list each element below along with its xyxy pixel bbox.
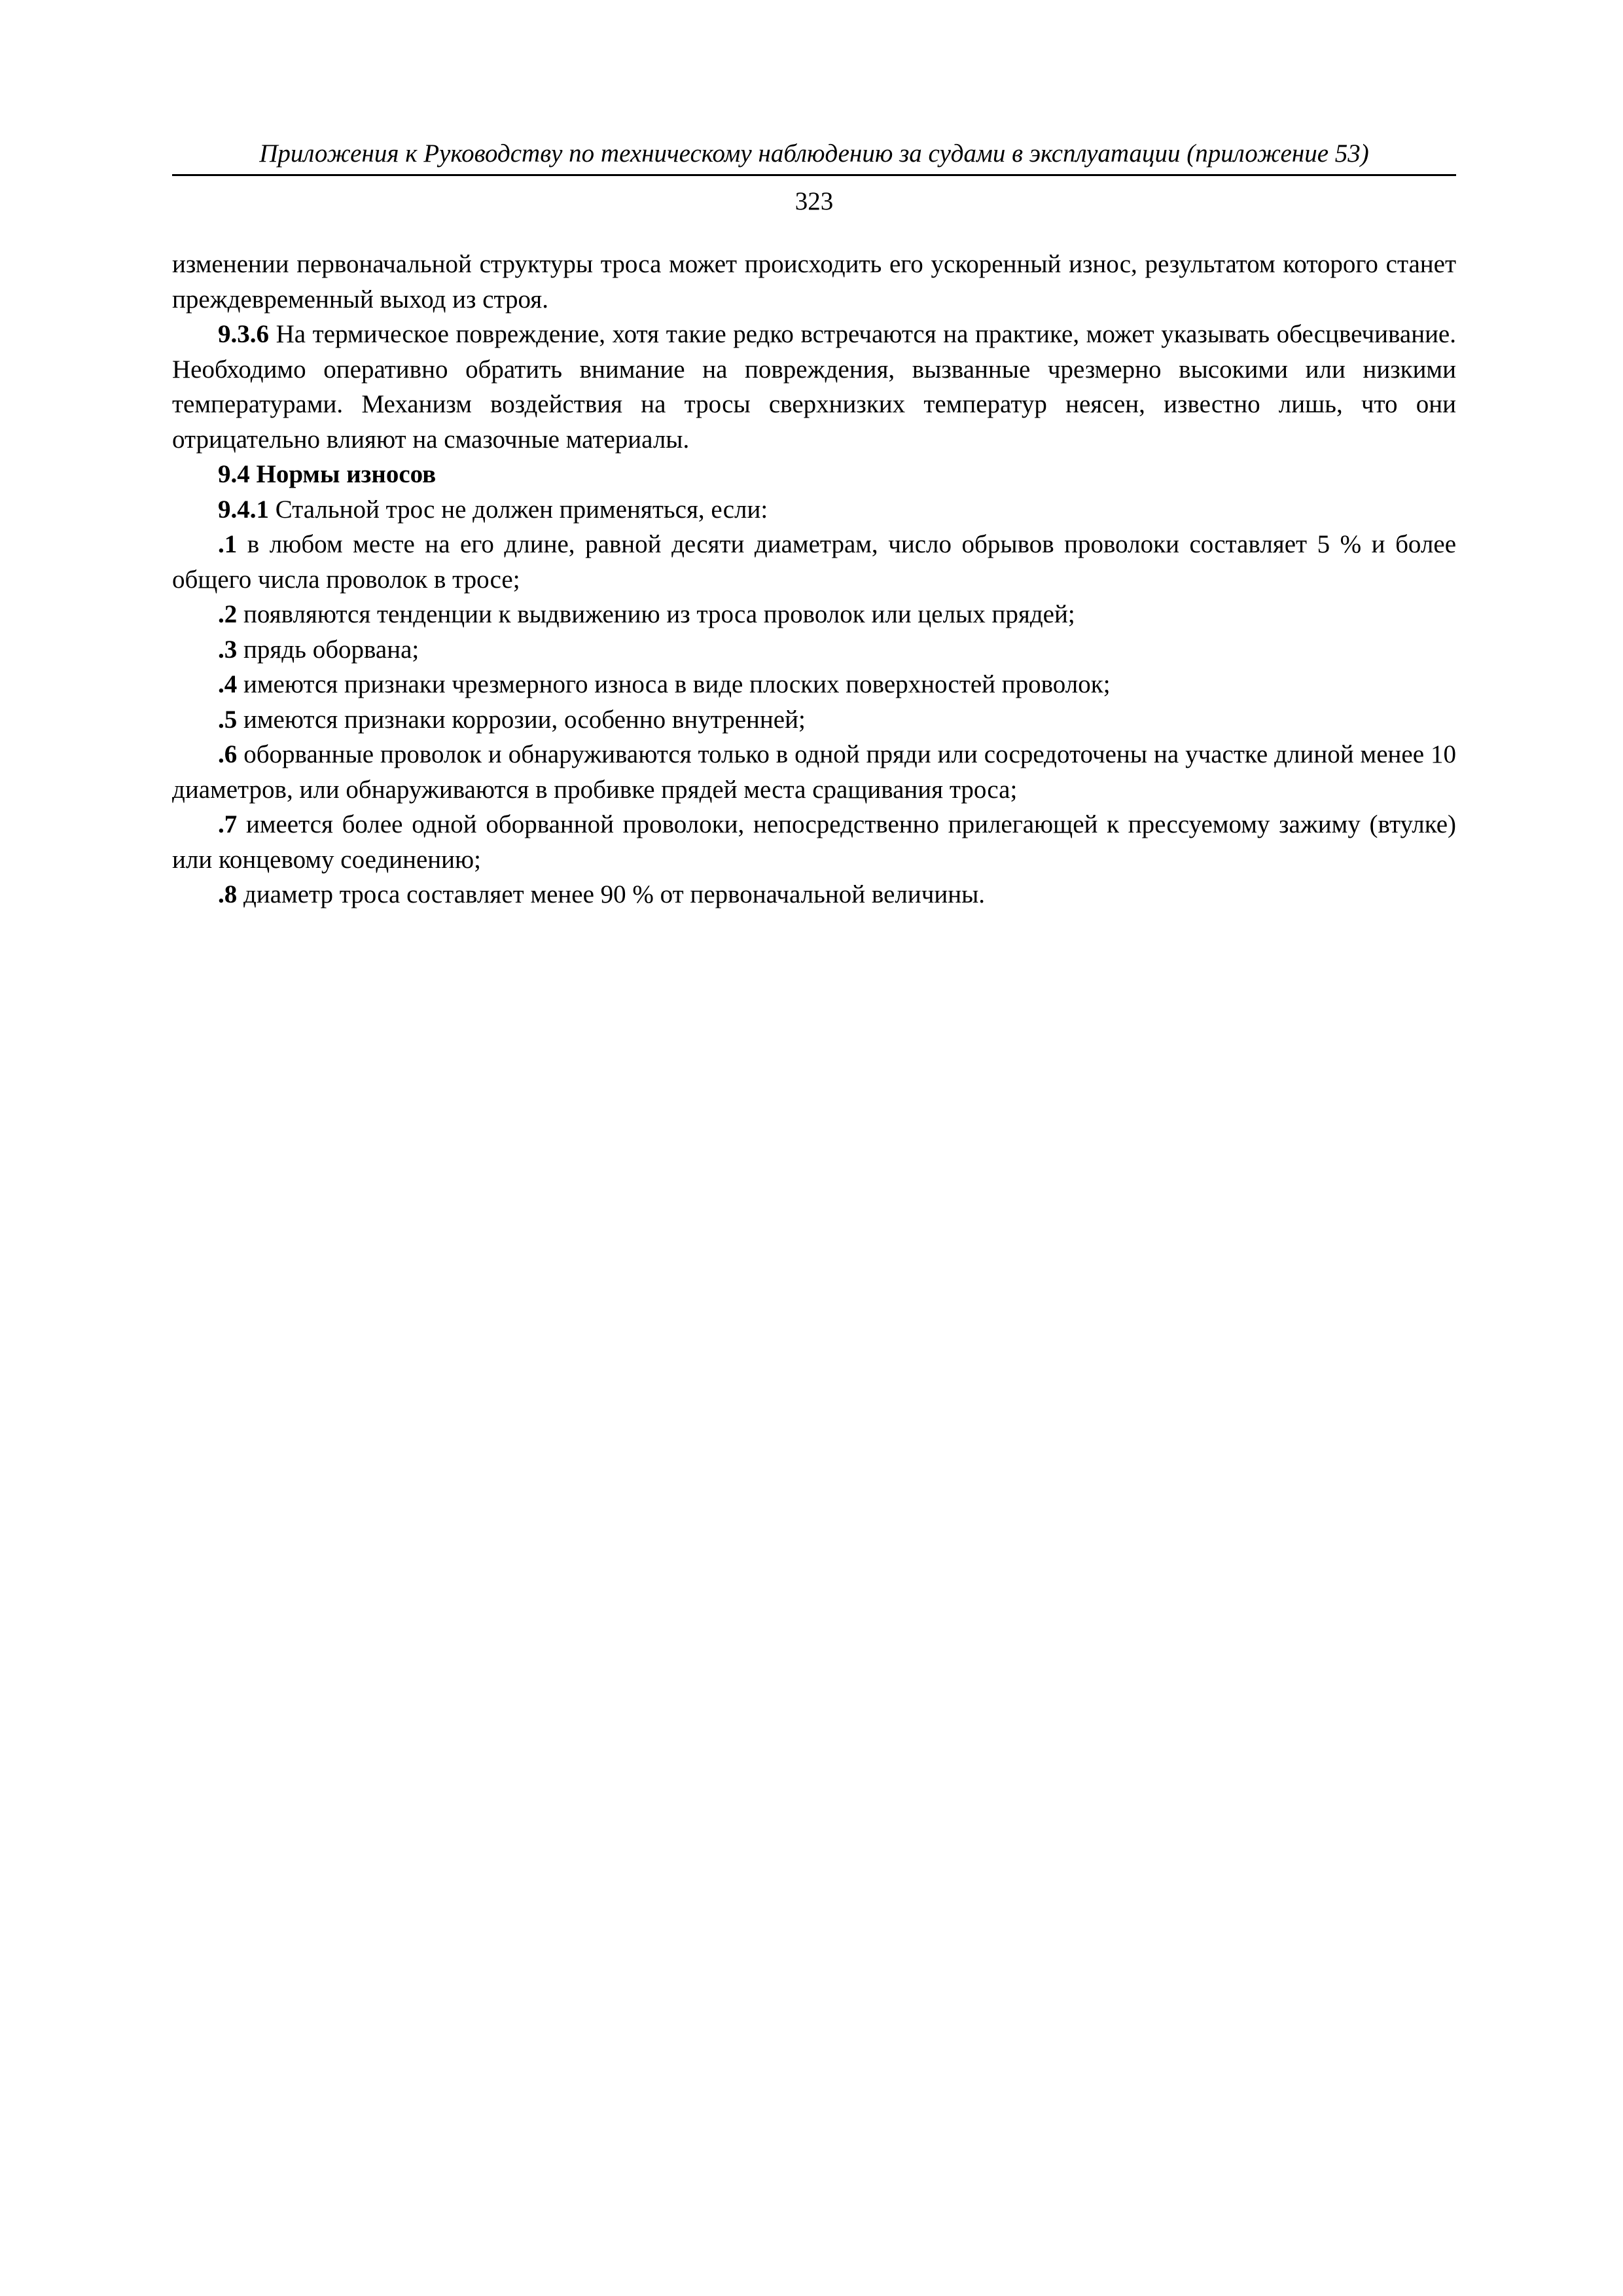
item-number: .4 xyxy=(218,670,238,698)
item-number: .5 xyxy=(218,705,238,734)
item-number: .8 xyxy=(218,880,238,908)
paragraph-text: На термическое повреждение, хотя такие редко встречаются на практике, может указывать обесцвечивание. Необходимо оперативно обратить внимание на повреждения, вызванные чрезмерно высокими или низкими температурами. Механизм воздействия на тросы сверхнизких температур неясен, известно лишь, что они отрицательно влияют на смазочные материалы. xyxy=(172,320,1456,454)
list-item-1 xyxy=(172,527,1456,597)
item-text: имеются признаки коррозии, особенно внутренней; xyxy=(237,705,806,734)
page-number: 323 xyxy=(794,187,834,215)
paragraph-text: изменении первоначальной структуры троса может происходить его ускоренный износ, результатом которого станет преждевременный выход из строя. xyxy=(172,250,1456,314)
item-number: .1 xyxy=(218,530,238,558)
list-item-3 xyxy=(172,632,1456,668)
item-text: имеется более одной оборванной проволоки, непосредственно прилегающей к прессуемому зажиму (втулке) или концевому соединению; xyxy=(172,810,1456,874)
item-text: в любом месте на его длине, равной десяти диаметрам, число обрывов проволоки составляет 5 % и более общего числа проволок в тросе; xyxy=(172,530,1456,594)
list-item-5 xyxy=(172,702,1456,738)
item-number: .3 xyxy=(218,635,238,664)
paragraph-9-4-1 xyxy=(172,492,1456,528)
item-text: появляются тенденции к выдвижению из троса проволок или целых прядей; xyxy=(237,600,1075,628)
list-item-2 xyxy=(172,597,1456,632)
paragraph-9-3-6 xyxy=(172,317,1456,457)
item-text: оборванные проволок и обнаруживаются только в одной пряди или сосредоточены на участке длиной менее 10 диаметров, или обнаруживаются в пробивке прядей места сращивания троса; xyxy=(172,740,1456,804)
clause-number: 9.4.1 xyxy=(218,495,269,524)
document-page xyxy=(172,137,1456,912)
item-number: .2 xyxy=(218,600,238,628)
item-text: имеются признаки чрезмерного износа в виде плоских поверхностей проволок; xyxy=(237,670,1111,698)
paragraph-text: Стальной трос не должен применяться, если: xyxy=(269,495,768,524)
list-item-7 xyxy=(172,807,1456,877)
running-header: Приложения к Руководству по техническому наблюдению за судами в эксплуатации (приложение 53) xyxy=(172,137,1456,176)
paragraph-continuation xyxy=(172,247,1456,317)
item-number: .7 xyxy=(218,810,238,838)
document-body xyxy=(172,247,1456,912)
item-number: .6 xyxy=(218,740,238,768)
list-item-6 xyxy=(172,737,1456,807)
list-item-4 xyxy=(172,667,1456,702)
item-text: прядь оборвана; xyxy=(237,635,419,664)
clause-number: 9.3.6 xyxy=(218,320,269,348)
section-heading-9-4: 9.4 Нормы износов xyxy=(218,460,437,488)
item-text: диаметр троса составляет менее 90 % от первоначальной величины. xyxy=(237,880,986,908)
list-item-8 xyxy=(172,877,1456,912)
